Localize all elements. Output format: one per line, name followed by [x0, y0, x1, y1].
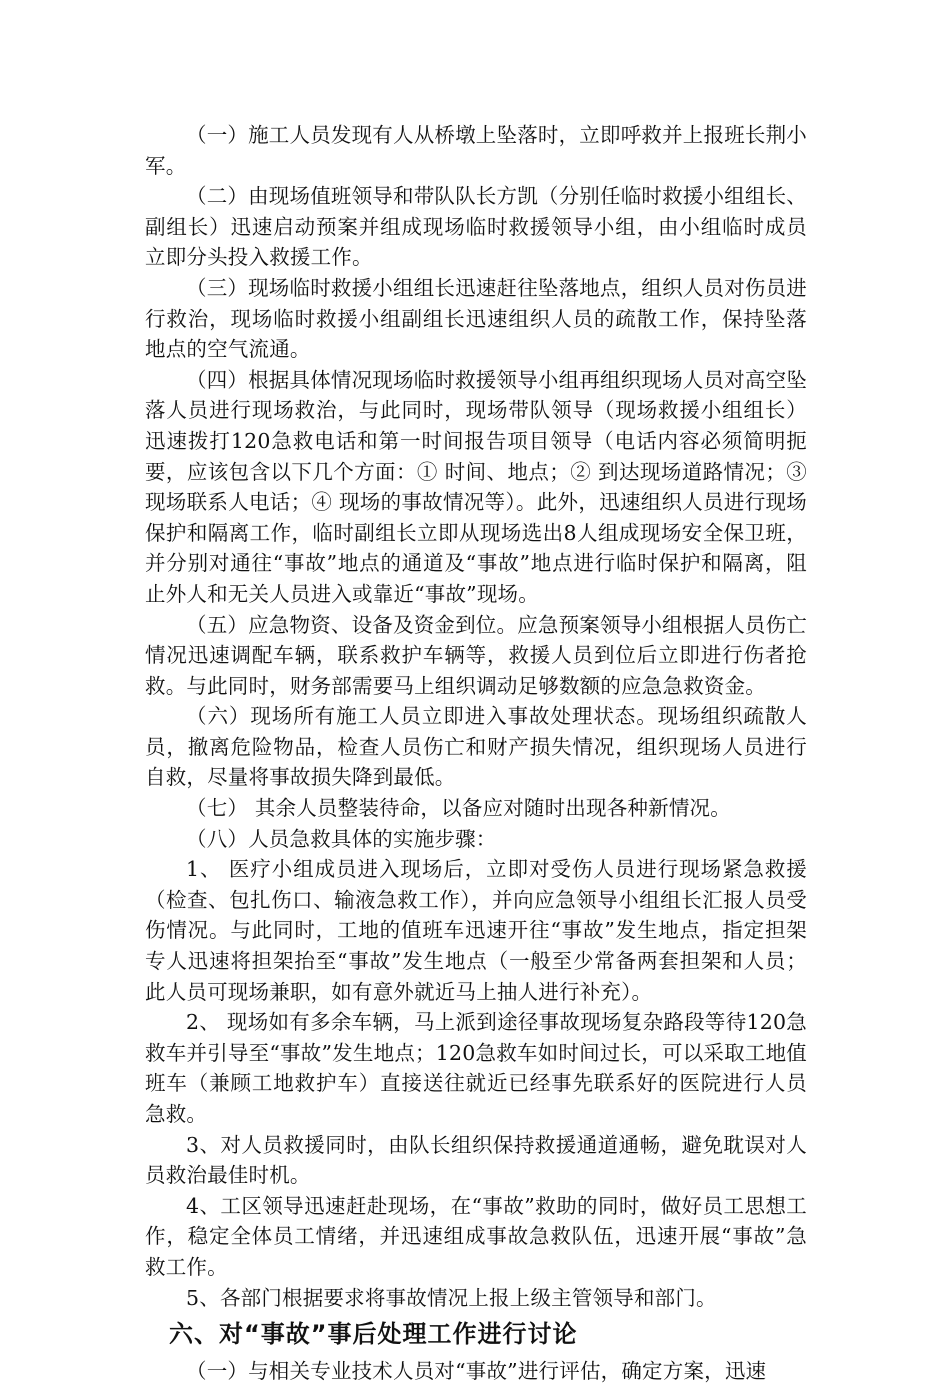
paragraph-5: （五）应急物资、设备及资金到位。应急预案领导小组根据人员伤亡情况迅速调配车辆，联系救护车辆等，救援人员到位后立即进行伤者抢救。与此同时，财务部需要马上组织调动足够数额的应急急救资金。	[145, 612, 807, 698]
closing-paragraph: （一）与相关专业技术人员对“事故”进行评估，确定方案，迅速	[186, 1359, 767, 1384]
document-page	[145, 120, 807, 1387]
step-3: 3、对人员救援同时，由队长组织保持救援通道通畅，避免耽误对人员救治最佳时机。	[145, 1132, 807, 1188]
paragraph-4: （四）根据具体情况现场临时救援领导小组再组织现场人员对高空坠落人员进行现场救治，与此同时，现场带队领导（现场救援小组组长）迅速拨打120急救电话和第一时间报告项目领导（电话内容必须简明扼要，应该包含以下几个方面：① 时间、地点；② 到达现场道路情况；③ 现场联系人电话；④ 现场的事故情况等）。此外，迅速组织人员进行现场保护和隔离工作，临时副组长立即从现场选出8人组成现场安全保卫班， 并分别对通往“事故”地点的通道及“事故”地点进行临时保护和隔离，阻止外人和无关人员进入或靠近“事故”现场。	[145, 367, 807, 606]
step-4: 4、工区领导迅速赶赴现场，在“事故”救助的同时，做好员工思想工作，稳定全体员工情绪，并迅速组成事故急救队伍，迅速开展“事故”急救工作。	[145, 1193, 807, 1279]
step-5: 5、各部门根据要求将事故情况上报上级主管领导和部门。	[186, 1285, 717, 1310]
paragraph-1: （一）施工人员发现有人从桥墩上坠落时，立即呼救并上报班长荆小军。	[145, 123, 807, 178]
paragraph-3: （三）现场临时救援小组组长迅速赶往坠落地点，组织人员对伤员进行救治，现场临时救援小组副组长迅速组织人员的疏散工作，保持坠落地点的空气流通。	[145, 275, 807, 362]
step-1: 1、 医疗小组成员进入现场后，立即对受伤人员进行现场紧急救援（检查、包扎伤口、输液急救工作），并向应急领导小组组长汇报人员受伤情况。与此同时，工地的值班车迅速开往“事故”发生地点，指定担架专人迅速将担架抬至“事故”发生地点（一般至少常备两套担架和人员；此人员可现场兼职，如有意外就近马上抽人进行补充）。	[145, 857, 807, 1004]
section-heading: 六、对“事故”事后处理工作进行讨论	[169, 1320, 578, 1349]
paragraph-8: （八）人员急救具体的实施步骤：	[186, 826, 497, 851]
paragraph-6: （六）现场所有施工人员立即进入事故处理状态。现场组织疏散人员，撤离危险物品，检查人员伤亡和财产损失情况，组织现场人员进行自救，尽量将事故损失降到最低。	[145, 704, 807, 790]
paragraph-7: （七） 其余人员整装待命，以备应对随时出现各种新情况。	[186, 796, 731, 821]
step-2: 2、 现场如有多余车辆，马上派到途径事故现场复杂路段等待120急救车并引导至“事故”发生地点；120急救车如时间过长，可以采取工地值班车（兼顾工地救护车）直接送往就近已经事先联系好的医院进行人员急救。	[145, 1010, 807, 1126]
paragraph-2: （二）由现场值班领导和带队队长方凯（分别任临时救援小组组长、副组长）迅速启动预案并组成现场临时救援领导小组，由小组临时成员立即分头投入救援工作。	[145, 184, 807, 270]
